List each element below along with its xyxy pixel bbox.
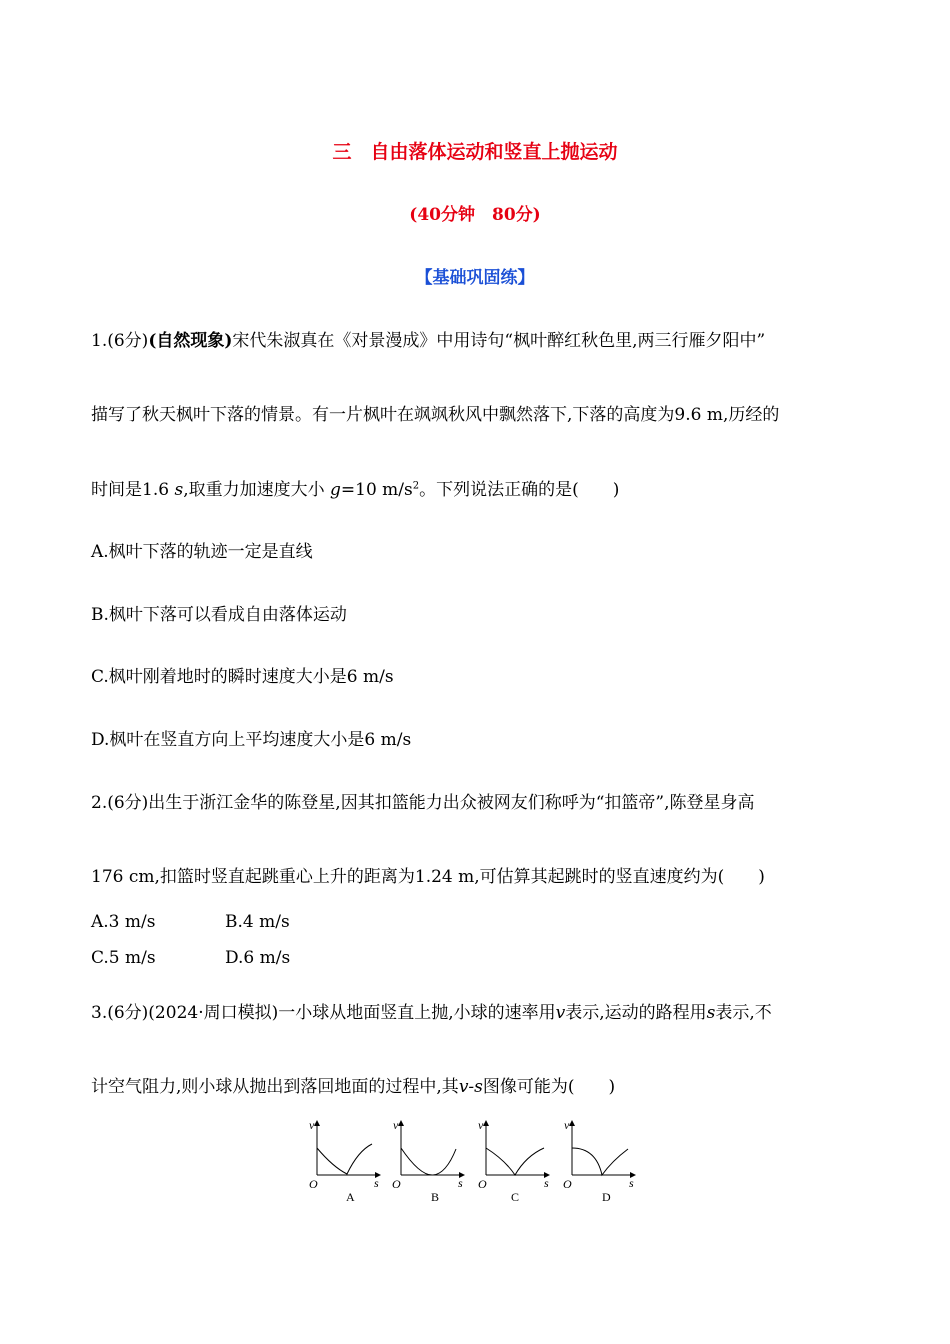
q3-line1-b: 表示,运动的路程用 [565, 1003, 707, 1023]
graph-d[interactable] [563, 1118, 635, 1204]
graph-a[interactable] [309, 1118, 380, 1204]
vs-graphs-figure [300, 1115, 650, 1210]
graph-d-v-label: v [564, 1118, 570, 1132]
q1-line3-c: =10 m/s [340, 480, 413, 500]
graph-a-origin: O [309, 1177, 318, 1191]
graph-d-origin: O [563, 1177, 572, 1191]
q2-line2: 176 cm,扣篮时竖直起跳重心上升的距离为1.24 m,可估算其起跳时的竖直速度约为( ) [91, 867, 765, 887]
q3-line2-b: 图像可能为( ) [482, 1077, 616, 1097]
q1-line3-b: ,取重力加速度大小 [183, 480, 330, 500]
q2-option-c[interactable]: C.5 m/s [91, 948, 156, 968]
page-title: 三 自由落体运动和竖直上抛运动 [332, 141, 618, 163]
graph-b-s-label: s [458, 1176, 463, 1190]
q1-option-a[interactable]: A.枫叶下落的轨迹一定是直线 [91, 542, 313, 562]
graph-c-curve [486, 1148, 544, 1175]
graph-a-curve [317, 1144, 372, 1174]
q1-line3-d: 。下列说法正确的是( ) [419, 480, 620, 500]
graph-d-curve [572, 1148, 628, 1175]
q1-var-g: g [330, 480, 341, 500]
q1-option-b[interactable]: B.枫叶下落可以看成自由落体运动 [91, 605, 347, 625]
q3-line1-c: 表示,不 [715, 1003, 772, 1023]
q1-var-s: s [174, 480, 184, 500]
graph-b-v-label: v [393, 1118, 399, 1132]
graph-b-curve [401, 1148, 456, 1175]
q3-line1-a: 3.(6分)(2024·周口模拟)一小球从地面竖直上抛,小球的速率用 [91, 1003, 556, 1023]
q1-line2: 描写了秋天枫叶下落的情景。有一片枫叶在飒飒秋风中飘然落下,下落的高度为9.6 m,历经的 [91, 405, 780, 425]
q2-line1: 2.(6分)出生于浙江金华的陈登星,因其扣篮能力出众被网友们称呼为“扣篮帝”,陈登星身高 [91, 793, 755, 813]
q1-text: 宋代朱淑真在《对景漫成》中用诗句“枫叶醉红秋色里,两三行雁夕阳中” [232, 331, 766, 351]
q1-line3-a: 时间是1.6 [91, 480, 175, 500]
graph-c-s-label: s [544, 1176, 549, 1190]
q1-line3 [91, 475, 619, 500]
q3-line2 [91, 1072, 615, 1097]
q1-sup: 2 [412, 480, 420, 492]
q3-var-vs: v-s [458, 1077, 483, 1097]
q3-line2-a: 计空气阻力,则小球从抛出到落回地面的过程中,其 [91, 1077, 459, 1097]
q3-var-v: v [555, 1003, 566, 1023]
graph-c-origin: O [478, 1177, 487, 1191]
section-header: 【基础巩固练】 [415, 268, 535, 288]
q2-option-d[interactable]: D.6 m/s [225, 948, 291, 968]
time-info: (40分钟 80分) [409, 205, 541, 225]
graph-b[interactable] [392, 1118, 464, 1204]
graph-a-v-label: v [309, 1118, 315, 1132]
q2-option-b[interactable]: B.4 m/s [225, 912, 290, 932]
q1-line1 [91, 326, 765, 351]
q1-option-c[interactable]: C.枫叶刚着地时的瞬时速度大小是6 m/s [91, 667, 394, 687]
q1-option-d[interactable]: D.枫叶在竖直方向上平均速度大小是6 m/s [91, 730, 412, 750]
graph-b-origin: O [392, 1177, 401, 1191]
graph-d-s-label: s [629, 1176, 634, 1190]
graph-c-label: C [511, 1190, 520, 1204]
graph-c[interactable] [478, 1118, 549, 1204]
graph-b-label: B [431, 1190, 440, 1204]
graph-a-label: A [346, 1190, 355, 1204]
graph-d-label: D [602, 1190, 611, 1204]
q2-option-a[interactable]: A.3 m/s [91, 912, 156, 932]
graph-a-s-label: s [374, 1176, 379, 1190]
q3-var-s: s [706, 1003, 716, 1023]
q1-number: 1.(6分) [91, 331, 149, 351]
q1-tag: (自然现象) [148, 331, 233, 351]
q3-line1 [91, 998, 772, 1023]
graph-c-v-label: v [478, 1118, 484, 1132]
